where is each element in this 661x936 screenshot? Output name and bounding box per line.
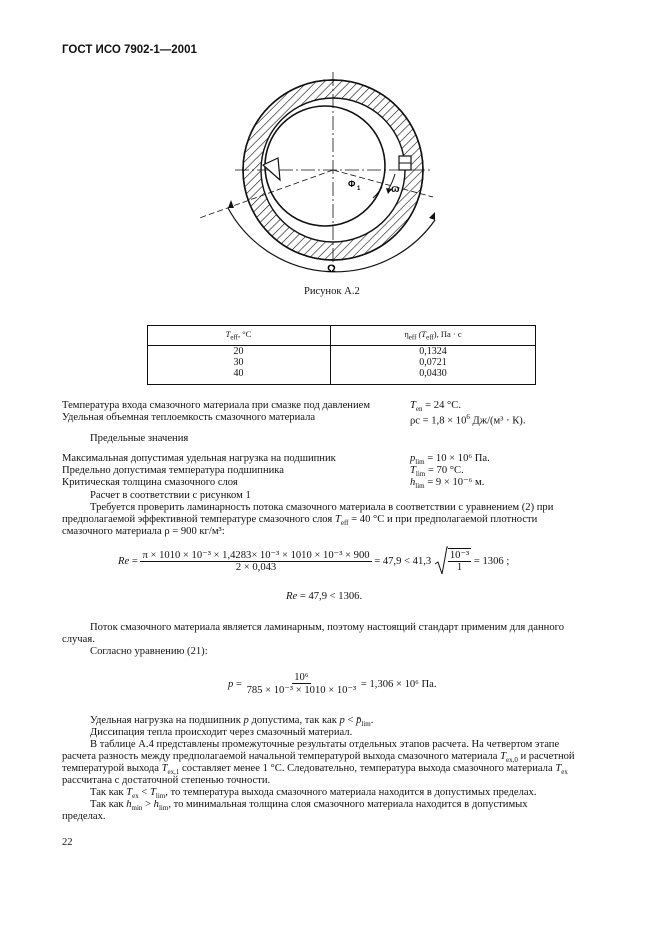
- calc-title: Расчет в соответствии с рисунком 1: [90, 490, 251, 501]
- bearing-figure: [200, 70, 460, 280]
- para-text: Требуется проверить ламинарность потока смазочного материала в соответствии с уравнением (2) при: [90, 502, 554, 513]
- para-text: смазочного материала ρ = 900 кг/м³:: [62, 526, 225, 537]
- para-text: Удельная нагрузка на подшипник p допустима, так как $p < p̄_{lim}$.: [90, 715, 374, 729]
- para-text: Так как $T_{ex} < T_{lim}$, то температура выхода смазочного материала находится в допустимых пределах.: [90, 787, 537, 801]
- omega-small-label: ω: [391, 184, 400, 195]
- para-text: Диссипация тепла происходит через смазочный материал.: [90, 727, 353, 738]
- equation-pressure: p = $\frac{\text{10⁶}}{\text{785 × 10⁻³ × 1010 × 10⁻³}}$ = 1,306 × 10⁶ Па.: [228, 672, 437, 696]
- para-text: случая.: [62, 634, 95, 645]
- para-text: Поток смазочного материала является ламинарным, поэтому настоящий стандарт применим для данного: [90, 622, 565, 633]
- param-value: $h_{lim} = 9 \times 10^{-6}$ м.: [410, 477, 485, 491]
- param-value: $T_{en} = 24$ °C.: [410, 400, 461, 414]
- param-label: Температура входа смазочного материала при смазке под давлением: [62, 400, 371, 411]
- phi-label: Φ: [348, 179, 356, 189]
- para-text: расчета разность между предполагаемой начальной температурой выхода смазочного материала $T_{ex,0}$ и расчетной: [62, 751, 575, 765]
- param-label: Критическая толщина смазочного слоя: [62, 477, 238, 488]
- param-value: $p_{lim} = 10 \times 10^6$ Па.: [410, 453, 490, 467]
- param-label: Максимальная допустимая удельная нагрузка на подшипник: [62, 453, 336, 464]
- para-text: предполагаемой эффективной температуре смазочного слоя $T_{eff} = 40$ °C и при предполагаемой плотности: [62, 514, 538, 528]
- omega-big-label: Ω: [327, 263, 336, 275]
- table-row: 30 0,0721: [233, 357, 447, 368]
- para-text: Так как $h_{min} > h_{lim}$, то минимальная толщина слоя смазочного материала находится в допустимых: [90, 799, 528, 813]
- equation-reynolds: Re = $\frac{\text{π × 1010 × 10⁻³ × 1,4283× 10⁻³ × 1010 × 10⁻³ × 900}}{2 \times 0,043}$ = 47,9 < 41,3 $\frac{\text{10⁻³}}{1}$ = 1306 ;: [118, 546, 509, 576]
- param-label: Предельно допустимая температура подшипника: [62, 465, 284, 476]
- col-header-temp: $T_{eff}$, °C: [147, 325, 330, 346]
- phi-label-sub: 1: [357, 186, 361, 192]
- page-number: 22: [62, 837, 73, 848]
- viscosity-table: [147, 325, 536, 379]
- para-text: Согласно уравнению (21):: [90, 646, 208, 657]
- equation-reynolds-result: Re = 47,9 < 1306.: [286, 591, 363, 602]
- document-header: ГОСТ ИСО 7902-1—2001: [62, 44, 197, 56]
- shaft-circle: [265, 106, 385, 226]
- figure-caption: Рисунок А.2: [304, 286, 360, 297]
- para-text: пределах.: [62, 811, 106, 822]
- col-header-viscosity: $\eta_{eff}$ $(T_{eff})$, Па · с: [330, 325, 536, 346]
- param-label: Удельная объемная теплоемкость смазочного материала: [62, 412, 316, 423]
- param-value: $T_{lim} = 70$ °C.: [410, 465, 464, 479]
- para-text: рассчитана с достаточной степенью точности.: [62, 775, 271, 786]
- para-text: температурой выхода $T_{ex,1}$ составляет менее 1 °C. Следовательно, температура выхода смазочного материала $T_{ex}$: [62, 763, 568, 777]
- limits-title: Предельные значения: [90, 433, 189, 444]
- table-row: 40 0,0430: [233, 368, 447, 379]
- para-text: В таблице А.4 представлены промежуточные результаты отдельных этапов расчета. На четвертом этапе: [90, 739, 560, 750]
- param-value: $\rho c = 1,8 \times 10^6$ Дж/(м³ · К).: [410, 413, 526, 427]
- table-row: 20 0,1324: [233, 346, 447, 357]
